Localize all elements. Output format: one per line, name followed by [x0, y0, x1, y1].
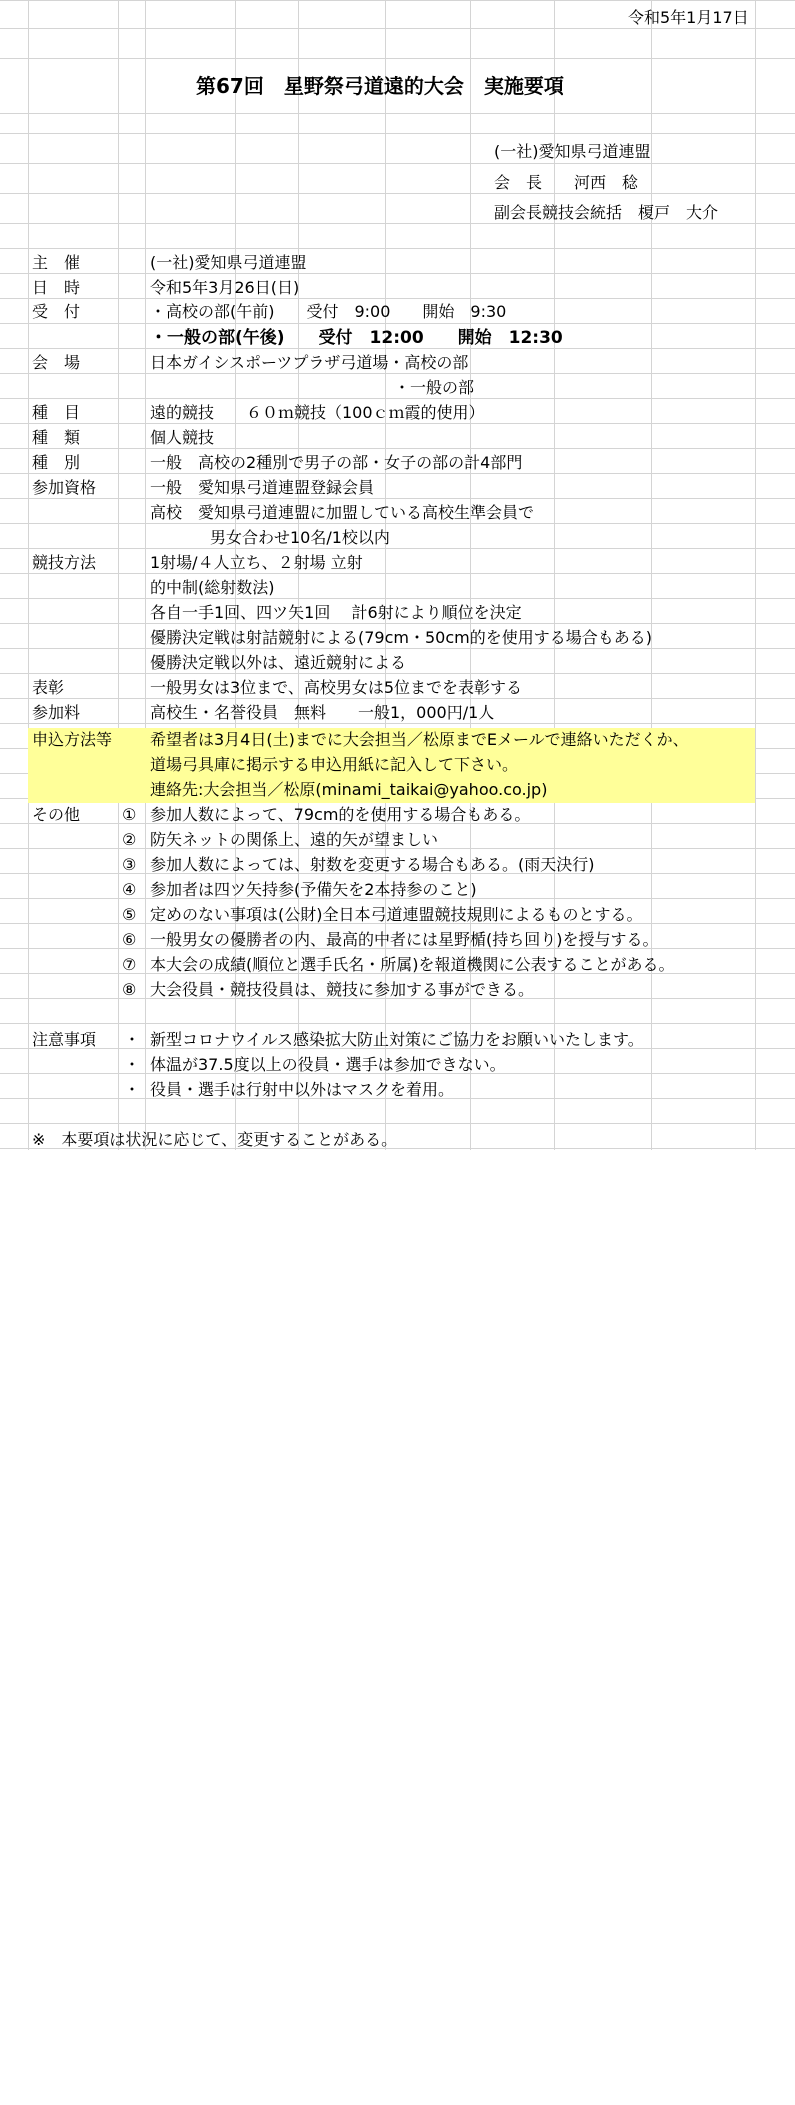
gridline-row [0, 1023, 795, 1024]
note-bullet: ・ [124, 1080, 141, 1099]
value-venue-2: ・一般の部 [394, 378, 475, 397]
gridline-row [0, 163, 795, 164]
label-host: 主 催 [32, 253, 81, 272]
gridline-col [28, 0, 29, 1150]
note-text: 新型コロナウイルス感染拡大防止対策にご協力をお願いいたします。 [150, 1030, 644, 1049]
label-apply: 申込方法等 [32, 730, 113, 749]
value-category: 一般 高校の2種別で男子の部・女子の部の計4部門 [150, 453, 523, 472]
other-item-text: 参加者は四ツ矢持参(予備矢を2本持参のこと) [150, 880, 477, 899]
note-bullet: ・ [124, 1030, 141, 1049]
other-item-number: ④ [122, 880, 137, 899]
other-item-text: 防矢ネットの関係上、遠的矢が望ましい [150, 830, 439, 849]
document-title: 第67回 星野祭弓道遠的大会 実施要項 [196, 74, 564, 98]
label-reception: 受 付 [32, 302, 81, 321]
label-notes: 注意事項 [32, 1030, 97, 1049]
gridline-row [0, 1123, 795, 1124]
value-method-4: 優勝決定戦は射詰競射による(79cm・50cm的を使用する場合もある) [150, 628, 652, 647]
value-reception-2: ・一般の部(午後) 受付 12:00 開始 12:30 [150, 328, 563, 348]
gridline-col [118, 0, 119, 1150]
org-chair: 会 長 河西 稔 [494, 173, 639, 192]
gridline-row [0, 273, 795, 274]
gridline-col [145, 0, 146, 1150]
gridline-row [0, 298, 795, 299]
document-date: 令和5年1月17日 [628, 8, 749, 27]
other-item-number: ① [122, 805, 137, 824]
value-venue-1: 日本ガイシスポーツプラザ弓道場・高校の部 [150, 353, 469, 372]
note-bullet: ・ [124, 1055, 141, 1074]
other-item-text: 一般男女の優勝者の内、最高的中者には星野楯(持ち回り)を授与する。 [150, 930, 659, 949]
other-item-number: ⑧ [122, 980, 137, 999]
label-datetime: 日 時 [32, 278, 81, 297]
label-venue: 会 場 [32, 353, 81, 372]
value-apply-2: 道場弓具庫に掲示する申込用紙に記入して下さい。 [150, 755, 519, 774]
label-eligibility: 参加資格 [32, 478, 97, 497]
gridline-row [0, 133, 795, 134]
value-apply-3: 連絡先:大会担当／松原(minami_taikai@yahoo.co.jp) [150, 780, 548, 799]
other-item-number: ⑦ [122, 955, 137, 974]
value-eligibility-1: 一般 愛知県弓道連盟登録会員 [150, 478, 375, 497]
label-method: 競技方法 [32, 553, 97, 572]
label-category: 種 別 [32, 453, 81, 472]
value-host: (一社)愛知県弓道連盟 [150, 253, 307, 272]
gridline-row [0, 573, 795, 574]
note-text: 体温が37.5度以上の役員・選手は参加できない。 [150, 1055, 506, 1074]
gridline-row [0, 113, 795, 114]
other-item-number: ⑤ [122, 905, 137, 924]
gridline-col [755, 0, 756, 1150]
note-text: 役員・選手は行射中以外はマスクを着用。 [150, 1080, 455, 1099]
label-event: 種 目 [32, 403, 81, 422]
footer-note: ※ 本要項は状況に応じて、変更することがある。 [32, 1130, 398, 1149]
gridline-col [651, 0, 652, 1150]
label-other: その他 [32, 805, 81, 824]
value-reception-1: ・高校の部(午前) 受付 9:00 開始 9:30 [150, 302, 507, 321]
org-vice: 副会長競技会統括 榎戸 大介 [494, 203, 719, 222]
value-fee: 高校生・名誉役員 無料 一般1，000円/1人 [150, 703, 495, 722]
gridline-row [0, 548, 795, 549]
other-item-number: ⑥ [122, 930, 137, 949]
other-item-number: ② [122, 830, 137, 849]
value-method-5: 優勝決定戦以外は、遠近競射による [150, 653, 407, 672]
gridline-row [0, 248, 795, 249]
value-eligibility-2: 高校 愛知県弓道連盟に加盟している高校生準会員で [150, 503, 535, 522]
value-kind: 個人競技 [150, 428, 215, 447]
other-item-text: 大会役員・競技役員は、競技に参加する事ができる。 [150, 980, 535, 999]
other-item-text: 参加人数によって、79cm的を使用する場合もある。 [150, 805, 531, 824]
value-award: 一般男女は3位まで、高校男女は5位までを表彰する [150, 678, 523, 697]
gridline-row [0, 498, 795, 499]
gridline-row [0, 448, 795, 449]
gridline-row [0, 0, 795, 1]
value-apply-1: 希望者は3月4日(土)までに大会担当／松原までEメールで連絡いただくか、 [150, 730, 689, 749]
gridline-row [0, 58, 795, 59]
other-item-text: 定めのない事項は(公財)全日本弓道連盟競技規則によるものとする。 [150, 905, 643, 924]
other-item-number: ③ [122, 855, 137, 874]
gridline-row [0, 598, 795, 599]
value-method-2: 的中制(総射数法) [150, 578, 275, 597]
org-name: (一社)愛知県弓道連盟 [494, 142, 651, 161]
value-datetime: 令和5年3月26日(日) [150, 278, 300, 297]
label-kind: 種 類 [32, 428, 81, 447]
value-eligibility-3: 男女合わせ10名/1校以内 [210, 528, 390, 547]
label-fee: 参加料 [32, 703, 81, 722]
value-method-1: 1射場/４人立ち、２射場 立射 [150, 553, 363, 572]
gridline-row [0, 193, 795, 194]
label-award: 表彰 [32, 678, 65, 697]
value-event: 遠的競技 ６０ｍ競技（100ｃｍ霞的使用） [150, 403, 485, 422]
other-item-text: 本大会の成績(順位と選手氏名・所属)を報道機関に公表することがある。 [150, 955, 675, 974]
value-method-3: 各自一手1回、四ツ矢1回 計6射により順位を決定 [150, 603, 522, 622]
other-item-text: 参加人数によっては、射数を変更する場合もある。(雨天決行) [150, 855, 595, 874]
